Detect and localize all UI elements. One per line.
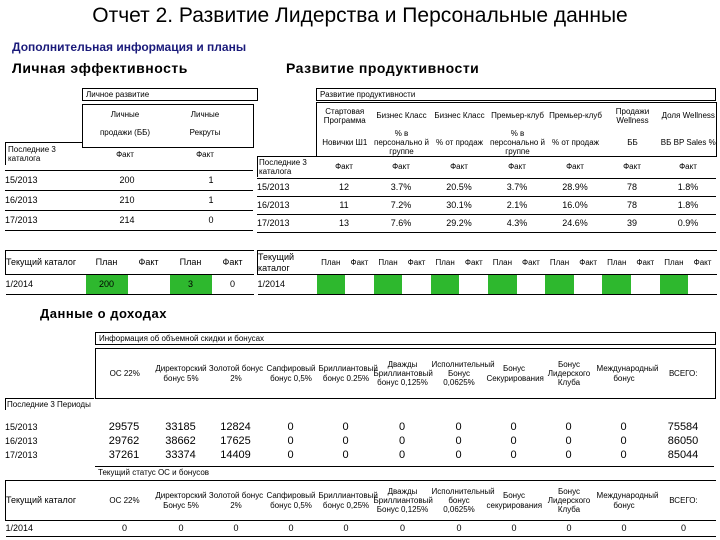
table-row xyxy=(5,191,253,211)
income-col-header: ОС 22% xyxy=(109,495,140,505)
personal-sales-header-1: Личные xyxy=(110,110,140,119)
col-header: Бизнес Класс xyxy=(376,111,427,121)
value-cell: 33374 xyxy=(165,448,196,461)
total-cell: 85044 xyxy=(667,448,699,461)
income-col-header: Золотой бонус 2% xyxy=(208,491,264,510)
value-cell: 7.6% xyxy=(390,218,412,229)
recruits-cell: 0 xyxy=(208,215,214,226)
productivity-header-table xyxy=(316,102,717,157)
fact-label: Факт xyxy=(579,257,598,267)
value-cell: 0 xyxy=(456,523,462,534)
income-col-header: Международный бонус xyxy=(596,491,659,510)
productivity-box-label: Развитие продуктивности xyxy=(316,88,716,101)
income-col-header: Сапфировый бонус 0,5% xyxy=(266,364,316,383)
period-cell: 15/2013 xyxy=(5,421,38,432)
personal-current-table xyxy=(5,250,254,295)
period-cell: 15/2013 xyxy=(257,182,290,193)
income-col-header: Дважды Бриллиантовый Бонус 0,125% xyxy=(373,486,433,515)
value-cell: 0 xyxy=(565,434,572,447)
fact-cell xyxy=(345,275,374,295)
personal-fact-2: Факт xyxy=(196,150,214,159)
col-header: % от продаж xyxy=(551,137,600,147)
fact-label: Факт xyxy=(636,257,655,267)
col-header: Премьер-клуб xyxy=(491,111,544,121)
value-cell: 0 xyxy=(342,420,349,433)
table-row xyxy=(5,448,715,462)
table-row xyxy=(5,434,715,448)
income-current-table xyxy=(5,480,716,537)
personal-efficiency-heading: Личная эффективность xyxy=(12,60,188,76)
income-col-header: Сапфировый бонус 0,5% xyxy=(266,491,316,510)
sales-cell: 214 xyxy=(119,215,135,226)
value-cell: 0 xyxy=(620,434,627,447)
fact-label: Факт xyxy=(335,162,353,172)
income-col-header: Директорский Бонус 5% xyxy=(155,491,207,510)
fact-sales-cell xyxy=(128,275,170,295)
table-row xyxy=(5,420,715,434)
value-cell: 7.2% xyxy=(390,200,412,211)
value-cell: 0 xyxy=(342,434,349,447)
plan-recruits-cell[interactable]: 3 xyxy=(170,275,212,295)
col-header: Доля Wellness xyxy=(661,111,715,121)
income-col-header: Золотой бонус 2% xyxy=(208,364,264,383)
table-row xyxy=(258,251,717,275)
fact-label: Факт xyxy=(522,257,540,267)
value-cell: 13 xyxy=(338,218,349,229)
fact-label: Факт xyxy=(566,162,584,172)
table-row xyxy=(5,211,253,231)
fact-cell xyxy=(459,275,488,295)
value-cell: 0 xyxy=(342,448,349,461)
income-col-header: Международный бонус xyxy=(596,364,659,383)
col-header: Премьер-клуб xyxy=(549,111,602,121)
plan-label: План xyxy=(378,257,398,267)
col-header: ББ xyxy=(627,137,638,147)
value-cell: 1.8% xyxy=(677,200,699,211)
table-row xyxy=(6,251,254,275)
value-cell: 3.7% xyxy=(506,182,528,193)
personal-fact-1: Факт xyxy=(116,150,134,159)
col-header: Стартовая Программа xyxy=(323,106,366,125)
value-cell: 12824 xyxy=(220,420,251,433)
fact-label: Факт xyxy=(138,257,159,268)
fact-cell xyxy=(402,275,431,295)
value-cell: 0 xyxy=(565,420,572,433)
plan-input-cell[interactable] xyxy=(602,275,631,295)
fact-label: Факт xyxy=(693,257,712,267)
col-header: Продажи Wellness xyxy=(615,106,650,125)
period-cell: 16/2013 xyxy=(5,195,38,206)
recruits-cell: 1 xyxy=(208,175,214,186)
value-cell: 28.9% xyxy=(562,182,588,193)
productivity-fact-row xyxy=(316,158,716,176)
income-col-header: Бриллиантовый бонус 0,25% xyxy=(318,491,378,510)
fact-cell xyxy=(688,275,717,295)
plan-input-cell[interactable] xyxy=(374,275,403,295)
value-cell: 78 xyxy=(626,200,637,211)
recruits-cell: 1 xyxy=(208,195,214,206)
income-box1-label: Информация об объемной скидки и бонусах xyxy=(95,332,716,345)
period-cell: 17/2013 xyxy=(257,218,290,229)
value-cell: 0 xyxy=(398,434,406,447)
col-header: % от продаж xyxy=(435,137,484,147)
plan-label: План xyxy=(179,257,202,268)
income-col-header: Бриллиантовый бонус 0.25% xyxy=(318,364,378,383)
personal-recruits-header-2: Рекруты xyxy=(189,128,221,137)
value-cell: 0 xyxy=(287,420,294,433)
period-cell: 17/2013 xyxy=(5,215,38,226)
current-catalog-label: Текущий каталог xyxy=(6,481,96,521)
plan-label: План xyxy=(95,257,118,268)
fact-cell xyxy=(631,275,660,295)
income-col-header: ВСЕГО: xyxy=(668,368,698,378)
value-cell: 38662 xyxy=(165,434,196,447)
table-row xyxy=(5,171,253,191)
value-cell: 4.3% xyxy=(506,218,528,229)
fact-label: Факт xyxy=(392,162,410,172)
table-row xyxy=(257,197,716,215)
value-cell: 33185 xyxy=(165,420,196,433)
col-header: % в персонально й группе xyxy=(489,128,546,156)
value-cell: 0 xyxy=(455,420,462,433)
productivity-heading: Развитие продуктивности xyxy=(286,60,480,76)
value-cell: 0 xyxy=(398,448,406,461)
value-cell: 29.2% xyxy=(446,218,472,229)
col-header: ВБ BP Sales % xyxy=(660,137,716,147)
sales-cell: 200 xyxy=(119,175,135,186)
current-catalog-label: Текущий каталог xyxy=(6,251,86,275)
value-cell: 0 xyxy=(455,448,462,461)
income-header-table xyxy=(95,348,716,399)
fact-label: Факт xyxy=(464,257,483,267)
period-cell: 1/2014 xyxy=(5,279,34,290)
fact-label: Факт xyxy=(450,162,468,172)
period-cell: 16/2013 xyxy=(5,435,38,446)
plan-input-cell[interactable] xyxy=(431,275,460,295)
fact-label: Факт xyxy=(623,162,641,172)
value-cell: 0 xyxy=(178,523,184,534)
value-cell: 0 xyxy=(121,523,127,534)
period-cell: 1/2014 xyxy=(5,523,34,534)
period-cell: 17/2013 xyxy=(5,449,38,460)
value-cell: 17625 xyxy=(220,434,251,447)
col-header: Бизнес Класс xyxy=(434,111,485,121)
plan-label: План xyxy=(492,257,512,267)
table-row xyxy=(257,215,716,233)
income-col-header: ОС 22% xyxy=(109,368,140,378)
fact-recruits-cell: 0 xyxy=(229,279,235,290)
value-cell: 0 xyxy=(510,420,517,433)
col-header: Новички Ш1 xyxy=(322,137,368,147)
value-cell: 0 xyxy=(455,434,462,447)
value-cell: 0 xyxy=(620,448,627,461)
total-cell: 86050 xyxy=(667,434,699,447)
value-cell: 0 xyxy=(398,420,406,433)
value-cell: 14409 xyxy=(220,448,251,461)
value-cell: 11 xyxy=(339,200,349,211)
value-cell: 0 xyxy=(565,448,572,461)
plan-label: План xyxy=(549,257,570,267)
income-col-header: Дважды Бриллиантовый бонус 0,125% xyxy=(373,359,433,388)
plan-label: План xyxy=(435,257,455,267)
personal-development-label: Личное развитие xyxy=(82,88,258,101)
page-title: Отчет 2. Развитие Лидерства и Персональные данные xyxy=(92,4,628,27)
period-cell: 1/2014 xyxy=(257,279,286,290)
total-cell: 75584 xyxy=(667,420,699,433)
value-cell: 0 xyxy=(510,448,517,461)
value-cell: 39 xyxy=(626,218,637,229)
fact-cell xyxy=(574,275,603,295)
fact-label: Факт xyxy=(679,162,697,172)
value-cell: 0 xyxy=(287,434,294,447)
fact-label: Факт xyxy=(508,162,526,172)
value-cell: 78 xyxy=(626,182,637,193)
value-cell: 0 xyxy=(287,448,294,461)
value-cell: 0 xyxy=(621,523,627,534)
income-box2-label: Текущий статус ОС и бонусов xyxy=(95,466,714,478)
value-cell: 0 xyxy=(399,523,405,534)
plan-input-cell[interactable] xyxy=(488,275,517,295)
fact-label: Факт xyxy=(222,257,243,268)
period-cell: 16/2013 xyxy=(257,200,290,211)
value-cell: 37261 xyxy=(108,448,140,461)
income-col-header: Бонус Секурирования xyxy=(486,364,544,383)
page-subtitle: Дополнительная информация и планы xyxy=(12,40,247,54)
current-catalog-label: Текущий каталог xyxy=(258,251,317,275)
plan-label: План xyxy=(664,257,684,267)
table-row xyxy=(257,179,716,197)
table-row xyxy=(6,275,254,295)
value-cell: 2.1% xyxy=(506,200,528,211)
fact-label: Факт xyxy=(407,257,426,267)
income-col-header: Исполнительный Бонус 0,0625% xyxy=(431,359,495,388)
value-cell: 0.9% xyxy=(677,218,699,229)
value-cell: 30.1% xyxy=(446,200,472,211)
col-header: % в персонально й группе xyxy=(373,128,430,156)
value-cell: 0 xyxy=(620,420,627,433)
personal-last3-label: Последние 3 каталога xyxy=(5,142,82,165)
productivity-table xyxy=(257,178,716,233)
plan-input-cell[interactable] xyxy=(317,275,346,295)
value-cell: 24.6% xyxy=(562,218,588,229)
income-col-header: Бонус Лидерского Клуба xyxy=(547,359,591,388)
fact-cell xyxy=(517,275,546,295)
income-heading: Данные о доходах xyxy=(40,306,167,321)
value-cell: 0 xyxy=(233,523,239,534)
personal-recruits-header-1: Личные xyxy=(190,110,220,119)
income-col-header: Бонус секурирования xyxy=(486,491,543,510)
plan-label: План xyxy=(321,257,341,267)
value-cell: 20.5% xyxy=(446,182,472,193)
income-col-header: Директорский бонус 5% xyxy=(155,364,207,383)
income-table xyxy=(5,420,715,462)
personal-table xyxy=(5,170,253,231)
value-cell: 29575 xyxy=(108,420,140,433)
income-col-header: Бонус Лидерского Клуба xyxy=(547,486,591,515)
sales-cell: 210 xyxy=(119,195,135,206)
productivity-last3-label: Последние 3 каталога xyxy=(257,156,316,177)
plan-sales-cell[interactable]: 200 xyxy=(86,275,128,295)
value-cell: 1.8% xyxy=(677,182,699,193)
value-cell: 3.7% xyxy=(390,182,412,193)
fact-label: Факт xyxy=(350,257,369,267)
table-row xyxy=(6,481,716,521)
value-cell: 0 xyxy=(510,434,517,447)
value-cell: 16.0% xyxy=(562,200,588,211)
personal-sales-header-2: продажи (ББ) xyxy=(99,128,151,137)
income-col-header: ВСЕГО: xyxy=(669,495,698,505)
value-cell: 0 xyxy=(566,523,572,534)
value-cell: 0 xyxy=(511,523,517,534)
value-cell: 29762 xyxy=(108,434,140,447)
income-col-header: Исполнительный бонус 0,0625% xyxy=(431,486,495,515)
value-cell: 0 xyxy=(343,523,349,534)
plan-input-cell[interactable] xyxy=(660,275,689,295)
productivity-current-table xyxy=(257,250,717,295)
table-row xyxy=(258,275,717,295)
value-cell: 12 xyxy=(338,182,349,193)
value-cell: 0 xyxy=(288,523,294,534)
plan-label: План xyxy=(607,257,627,267)
period-cell: 15/2013 xyxy=(5,175,38,186)
table-row xyxy=(6,521,716,537)
plan-input-cell[interactable] xyxy=(545,275,574,295)
income-last3-label: Последние 3 Периоды xyxy=(5,398,94,410)
total-cell: 0 xyxy=(680,523,686,534)
